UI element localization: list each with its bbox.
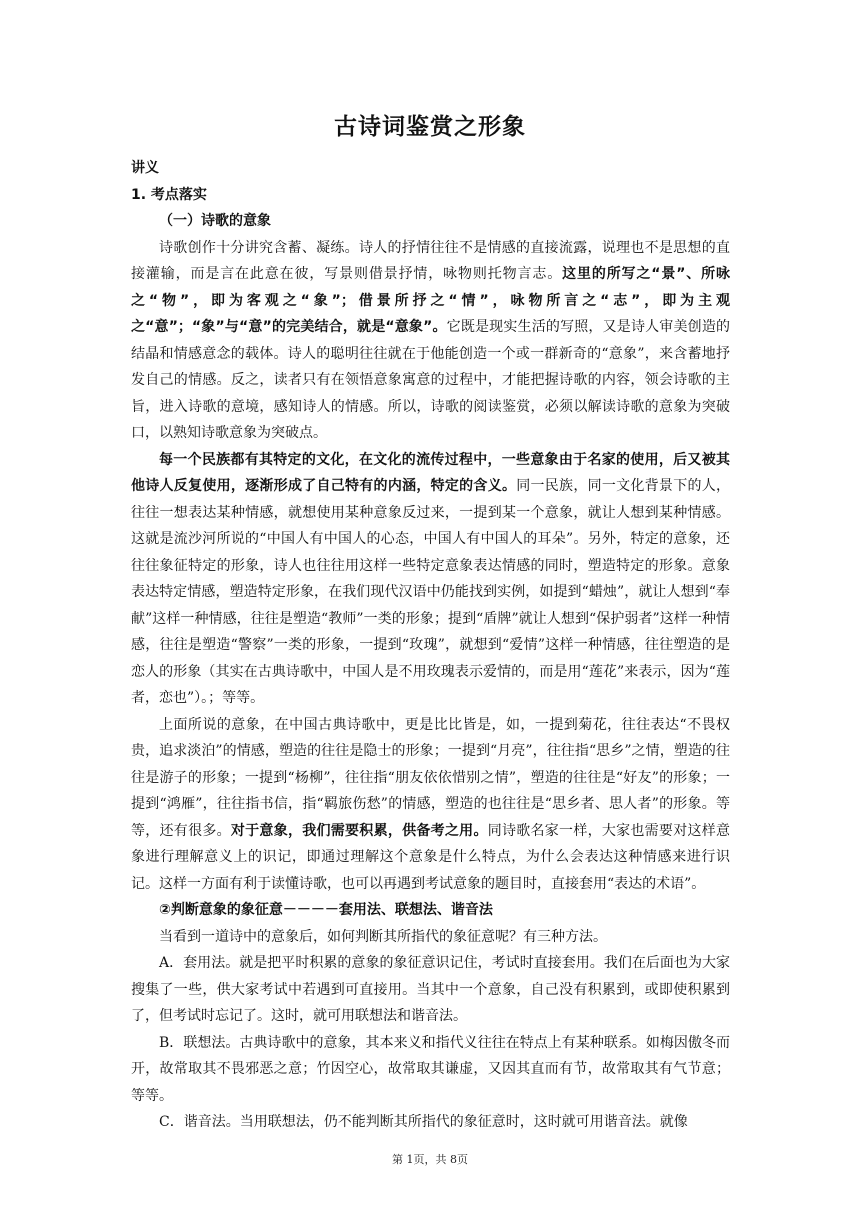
paragraph-2-bold: 每一个民族都有其特定的文化，在文化的流传过程中，一些意象由于名家的使用，后又被其他诗人反复使用，逐渐形成了自己特有的内涵，特定的含义。 [131, 451, 730, 494]
paragraph-3 [131, 712, 730, 898]
paragraph-1 [131, 235, 730, 447]
document-body [131, 155, 730, 1136]
paragraph-1-part-c: 它既是现实生活的写照，又是诗人审美创造的结晶和情感意念的载体。诗人的聪明往往就在于他能创造一个或一群新奇的“意象”，来含蓄地抒发自己的情感。反之，读者只有在领悟意象寓意的过程中，才能把握诗歌的内容，领会诗歌的主旨，进入诗歌的意境，感知诗人的情感。所以，诗歌的阅读鉴赏，必须以解读诗歌的意象为突破口，以熟知诗歌意象为突破点。 [131, 319, 730, 441]
paragraph-3-bold: 对于意象，我们需要积累，供备考之用。 [230, 822, 488, 839]
page-footer: 第 1页，共 8页 [392, 1153, 468, 1166]
paragraph-4: 当看到一道诗中的意象后，如何判断其所指代的象征意呢？有三种方法。 [159, 928, 607, 945]
paragraph-2 [131, 447, 730, 712]
section-label: 讲义 [131, 160, 159, 176]
paragraph-method-b: B．联想法。古典诗歌中的意象，其本来义和指代义往往在特点上有某种联系。如梅因傲冬而开，故常取其不畏邪恶之意；竹因空心，故常取其谦虚，又因其直而有节，故常取其有气节意；等等。 [131, 1034, 730, 1104]
paragraph-1-part-a: 诗歌创作十分讲究含蓄、凝练。诗人的抒情往往不是情感的直接流露，说理也不是思想的直接灌输，而是言在此意在彼，写景则借景抒情，咏物则托物言志。 [131, 239, 730, 282]
paragraph-2-part-b: 同一民族，同一文化背景下的人，往往一想表达某种情感，就想使用某种意象反过来，一提到某一个意象，就让人想到某种情感。这就是流沙河所说的“中国人有中国人的心态，中国人有中国人的耳朵”。另外，特定的意象，还往往象征特定的形象，诗人也往往用这样一些特定意象表达情感的同时，塑造特定的形象。意象表达特定情感，塑造特定形象，在我们现代汉语中仍能找到实例，如提到“蜡烛”，就让人想到“奉献”这样一种情感，往往是塑造“教师”一类的形象；提到“盾牌”就让人想到“保护弱者”这样一种情感，往往是塑造“警察”一类的形象，一提到“玫瑰”，就想到“爱情”这样一种情感，往往塑造的是恋人的形象（其实在古典诗歌中，中国人是不用玫瑰表示爱情的，而是用“莲花”来表示，因为“莲者，恋也”）。；等等。 [131, 478, 731, 706]
page-title: 古诗词鉴赏之形象 [334, 114, 526, 140]
paragraph-3-part-a: 上面所说的意象，在中国古典诗歌中，更是比比皆是，如，一提到菊花，往往表达“不畏权贵，追求淡泊”的情感，塑造的往往是隐士的形象；一提到“月亮”，往往指“思乡”之情，塑造的往往是游子的形象；一提到“杨柳”，往往指“朋友依依惜别之情”，塑造的往往是“好友”的形象；一提到“鸿雁”，往往指书信，指“羁旅伤愁”的情感，塑造的也往往是“思乡者、思人者”的形象。等等，还有很多。 [131, 716, 730, 839]
paragraph-1-bold: 这里的所写之“景”、所咏之“物”，即为客观之“象”；借景所抒之“情”，咏物所言之“志”，即为主观之“意”；“象”与“意”的完美结合，就是“意象”。 [131, 266, 731, 335]
sub-heading-imagery: （一）诗歌的意象 [159, 213, 271, 229]
paragraph-method-c: C．谐音法。当用联想法，仍不能判断其所指代的象征意时，这时就可用谐音法。就像 [159, 1114, 688, 1130]
sub-heading-methods: ②判断意象的象征意－－－－套用法、联想法、谐音法 [159, 902, 493, 918]
paragraph-method-a: A．套用法。就是把平时积累的意象的象征意识记住，考试时直接套用。我们在后面也为大家搜集了一些，供大家考试中若遇到可直接用。当其中一个意象，自己没有积累到，或即使积累到了，但考试时忘记了。这时，就可用联想法和谐音法。 [131, 955, 730, 1024]
point-heading: 1. 考点落实 [131, 186, 207, 203]
paragraph-3-part-c: 同诗歌名家一样，大家也需要对这样意象进行理解意义上的识记，即通过理解这个意象是什么特点，为什么会表达这种情感来进行识记。这样一方面有利于读懂诗歌，也可以再遇到考试意象的题目时，直接套用“表达的术语”。 [131, 822, 731, 892]
